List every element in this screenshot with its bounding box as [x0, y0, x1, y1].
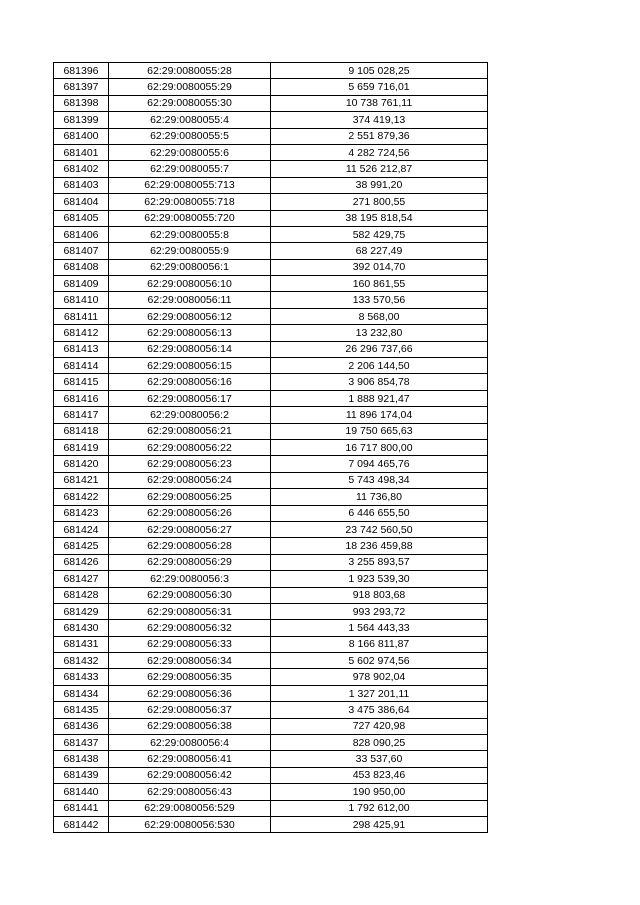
row-number-cell: 681401: [54, 144, 109, 160]
table-row: [54, 620, 488, 636]
table-row: [54, 128, 488, 144]
table-row: [54, 735, 488, 751]
table-row: [54, 63, 488, 79]
cadastral-number-cell: 62:29:0080056:23: [109, 456, 271, 472]
row-number-cell: 681410: [54, 292, 109, 308]
cadastral-value-cell: 6 446 655,50: [271, 505, 488, 521]
row-number-cell: 681434: [54, 685, 109, 701]
table-row: [54, 472, 488, 488]
cadastral-value-cell: 5 659 716,01: [271, 79, 488, 95]
table-row: [54, 505, 488, 521]
cadastral-value-cell: 68 227,49: [271, 243, 488, 259]
cadastral-number-cell: 62:29:0080055:6: [109, 144, 271, 160]
row-number-cell: 681408: [54, 259, 109, 275]
cadastral-number-cell: 62:29:0080056:42: [109, 767, 271, 783]
row-number-cell: 681420: [54, 456, 109, 472]
row-number-cell: 681442: [54, 816, 109, 832]
table-row: [54, 718, 488, 734]
cadastral-value-cell: 16 717 800,00: [271, 439, 488, 455]
cadastral-number-cell: 62:29:0080056:36: [109, 685, 271, 701]
cadastral-value-cell: 38 991,20: [271, 177, 488, 193]
table-row: [54, 358, 488, 374]
cadastral-value-cell: 993 293,72: [271, 603, 488, 619]
row-number-cell: 681406: [54, 226, 109, 242]
cadastral-value-cell: 3 255 893,57: [271, 554, 488, 570]
row-number-cell: 681441: [54, 800, 109, 816]
row-number-cell: 681398: [54, 95, 109, 111]
row-number-cell: 681440: [54, 784, 109, 800]
cadastral-number-cell: 62:29:0080056:13: [109, 325, 271, 341]
table-row: [54, 669, 488, 685]
table-row: [54, 144, 488, 160]
cadastral-value-cell: 9 105 028,25: [271, 63, 488, 79]
cadastral-number-cell: 62:29:0080056:26: [109, 505, 271, 521]
cadastral-value-cell: 918 803,68: [271, 587, 488, 603]
cadastral-value-cell: 1 923 539,30: [271, 571, 488, 587]
cadastral-number-cell: 62:29:0080056:12: [109, 308, 271, 324]
cadastral-number-cell: 62:29:0080056:15: [109, 358, 271, 374]
row-number-cell: 681423: [54, 505, 109, 521]
cadastral-number-cell: 62:29:0080056:21: [109, 423, 271, 439]
row-number-cell: 681431: [54, 636, 109, 652]
cadastral-number-cell: 62:29:0080056:2: [109, 407, 271, 423]
row-number-cell: 681429: [54, 603, 109, 619]
cadastral-number-cell: 62:29:0080056:29: [109, 554, 271, 570]
cadastral-value-cell: 3 906 854,78: [271, 374, 488, 390]
row-number-cell: 681404: [54, 194, 109, 210]
table-row: [54, 79, 488, 95]
cadastral-number-cell: 62:29:0080056:38: [109, 718, 271, 734]
cadastral-number-cell: 62:29:0080056:33: [109, 636, 271, 652]
cadastral-number-cell: 62:29:0080056:529: [109, 800, 271, 816]
cadastral-number-cell: 62:29:0080056:16: [109, 374, 271, 390]
table-row: [54, 374, 488, 390]
cadastral-value-cell: 19 750 665,63: [271, 423, 488, 439]
table-row: [54, 751, 488, 767]
cadastral-value-cell: 978 902,04: [271, 669, 488, 685]
cadastral-value-cell: 133 570,56: [271, 292, 488, 308]
row-number-cell: 681402: [54, 161, 109, 177]
table-row: [54, 784, 488, 800]
cadastral-number-cell: 62:29:0080055:30: [109, 95, 271, 111]
cadastral-number-cell: 62:29:0080056:35: [109, 669, 271, 685]
cadastral-number-cell: 62:29:0080055:7: [109, 161, 271, 177]
cadastral-number-cell: 62:29:0080056:43: [109, 784, 271, 800]
row-number-cell: 681413: [54, 341, 109, 357]
row-number-cell: 681436: [54, 718, 109, 734]
cadastral-number-cell: 62:29:0080056:30: [109, 587, 271, 603]
cadastral-number-cell: 62:29:0080056:530: [109, 816, 271, 832]
row-number-cell: 681425: [54, 538, 109, 554]
table-row: [54, 292, 488, 308]
table-row: [54, 341, 488, 357]
cadastral-value-cell: 453 823,46: [271, 767, 488, 783]
cadastral-value-cell: 271 800,55: [271, 194, 488, 210]
table-row: [54, 603, 488, 619]
cadastral-number-cell: 62:29:0080055:29: [109, 79, 271, 95]
table-row: [54, 325, 488, 341]
cadastral-value-cell: 1 792 612,00: [271, 800, 488, 816]
cadastral-value-cell: 582 429,75: [271, 226, 488, 242]
row-number-cell: 681400: [54, 128, 109, 144]
table-row: [54, 702, 488, 718]
cadastral-value-cell: 8 568,00: [271, 308, 488, 324]
table-body: [54, 63, 488, 833]
cadastral-value-cell: 160 861,55: [271, 276, 488, 292]
row-number-cell: 681435: [54, 702, 109, 718]
row-number-cell: 681407: [54, 243, 109, 259]
cadastral-number-cell: 62:29:0080056:37: [109, 702, 271, 718]
row-number-cell: 681409: [54, 276, 109, 292]
cadastral-number-cell: 62:29:0080056:4: [109, 735, 271, 751]
table-row: [54, 95, 488, 111]
table-row: [54, 636, 488, 652]
table-row: [54, 571, 488, 587]
cadastral-value-cell: 3 475 386,64: [271, 702, 488, 718]
cadastral-value-cell: 5 743 498,34: [271, 472, 488, 488]
cadastral-value-cell: 727 420,98: [271, 718, 488, 734]
row-number-cell: 681411: [54, 308, 109, 324]
row-number-cell: 681437: [54, 735, 109, 751]
row-number-cell: 681416: [54, 390, 109, 406]
row-number-cell: 681399: [54, 112, 109, 128]
table-row: [54, 456, 488, 472]
cadastral-value-cell: 8 166 811,87: [271, 636, 488, 652]
cadastral-number-cell: 62:29:0080055:5: [109, 128, 271, 144]
table-row: [54, 554, 488, 570]
cadastral-value-cell: 13 232,80: [271, 325, 488, 341]
cadastral-number-cell: 62:29:0080055:9: [109, 243, 271, 259]
row-number-cell: 681403: [54, 177, 109, 193]
cadastral-number-cell: 62:29:0080056:32: [109, 620, 271, 636]
cadastral-number-cell: 62:29:0080056:22: [109, 439, 271, 455]
cadastral-value-cell: 11 736,80: [271, 489, 488, 505]
row-number-cell: 681414: [54, 358, 109, 374]
cadastral-value-cell: 11 526 212,87: [271, 161, 488, 177]
cadastral-value-cell: 18 236 459,88: [271, 538, 488, 554]
cadastral-value-cell: 392 014,70: [271, 259, 488, 275]
row-number-cell: 681438: [54, 751, 109, 767]
table-row: [54, 390, 488, 406]
row-number-cell: 681422: [54, 489, 109, 505]
row-number-cell: 681421: [54, 472, 109, 488]
row-number-cell: 681430: [54, 620, 109, 636]
table-row: [54, 685, 488, 701]
cadastral-value-cell: 2 206 144,50: [271, 358, 488, 374]
cadastral-value-cell: 5 602 974,56: [271, 653, 488, 669]
table-row: [54, 210, 488, 226]
cadastral-number-cell: 62:29:0080056:14: [109, 341, 271, 357]
cadastral-number-cell: 62:29:0080056:10: [109, 276, 271, 292]
row-number-cell: 681418: [54, 423, 109, 439]
row-number-cell: 681427: [54, 571, 109, 587]
cadastral-value-cell: 23 742 560,50: [271, 521, 488, 537]
cadastral-number-cell: 62:29:0080056:11: [109, 292, 271, 308]
table-row: [54, 177, 488, 193]
table-row: [54, 194, 488, 210]
cadastral-number-cell: 62:29:0080056:28: [109, 538, 271, 554]
cadastral-value-cell: 298 425,91: [271, 816, 488, 832]
cadastral-number-cell: 62:29:0080056:1: [109, 259, 271, 275]
table-row: [54, 538, 488, 554]
cadastral-number-cell: 62:29:0080055:28: [109, 63, 271, 79]
row-number-cell: 681412: [54, 325, 109, 341]
row-number-cell: 681405: [54, 210, 109, 226]
row-number-cell: 681415: [54, 374, 109, 390]
table-row: [54, 407, 488, 423]
table-row: [54, 161, 488, 177]
cadastral-value-cell: 10 738 761,11: [271, 95, 488, 111]
cadastral-value-cell: 26 296 737,66: [271, 341, 488, 357]
row-number-cell: 681396: [54, 63, 109, 79]
cadastral-value-cell: 190 950,00: [271, 784, 488, 800]
row-number-cell: 681428: [54, 587, 109, 603]
cadastral-number-cell: 62:29:0080056:24: [109, 472, 271, 488]
cadastral-number-cell: 62:29:0080056:25: [109, 489, 271, 505]
table-row: [54, 423, 488, 439]
table-row: [54, 226, 488, 242]
row-number-cell: 681426: [54, 554, 109, 570]
table-row: [54, 587, 488, 603]
row-number-cell: 681439: [54, 767, 109, 783]
cadastral-number-cell: 62:29:0080055:8: [109, 226, 271, 242]
cadastral-number-cell: 62:29:0080055:720: [109, 210, 271, 226]
cadastral-value-cell: 1 327 201,11: [271, 685, 488, 701]
cadastral-value-cell: 374 419,13: [271, 112, 488, 128]
cadastral-number-cell: 62:29:0080055:718: [109, 194, 271, 210]
table-row: [54, 439, 488, 455]
cadastral-number-cell: 62:29:0080056:17: [109, 390, 271, 406]
cadastral-number-cell: 62:29:0080056:27: [109, 521, 271, 537]
row-number-cell: 681397: [54, 79, 109, 95]
table-row: [54, 767, 488, 783]
cadastral-value-cell: 4 282 724,56: [271, 144, 488, 160]
table-row: [54, 243, 488, 259]
row-number-cell: 681424: [54, 521, 109, 537]
cadastral-value-cell: 1 564 443,33: [271, 620, 488, 636]
cadastral-value-cell: 828 090,25: [271, 735, 488, 751]
cadastral-value-cell: 1 888 921,47: [271, 390, 488, 406]
cadastral-value-cell: 7 094 465,76: [271, 456, 488, 472]
row-number-cell: 681417: [54, 407, 109, 423]
row-number-cell: 681419: [54, 439, 109, 455]
cadastral-value-cell: 33 537,60: [271, 751, 488, 767]
row-number-cell: 681433: [54, 669, 109, 685]
table-row: [54, 489, 488, 505]
row-number-cell: 681432: [54, 653, 109, 669]
table-row: [54, 521, 488, 537]
cadastral-number-cell: 62:29:0080055:4: [109, 112, 271, 128]
table-row: [54, 259, 488, 275]
table-row: [54, 112, 488, 128]
table-row: [54, 276, 488, 292]
cadastral-number-cell: 62:29:0080056:41: [109, 751, 271, 767]
cadastral-number-cell: 62:29:0080055:713: [109, 177, 271, 193]
cadastral-value-cell: 38 195 818,54: [271, 210, 488, 226]
cadastral-number-cell: 62:29:0080056:3: [109, 571, 271, 587]
cadastral-value-table: [53, 62, 488, 833]
cadastral-value-cell: 2 551 879,36: [271, 128, 488, 144]
table-row: [54, 308, 488, 324]
table-row: [54, 800, 488, 816]
cadastral-value-cell: 11 896 174,04: [271, 407, 488, 423]
cadastral-number-cell: 62:29:0080056:34: [109, 653, 271, 669]
table-row: [54, 816, 488, 832]
cadastral-number-cell: 62:29:0080056:31: [109, 603, 271, 619]
table-row: [54, 653, 488, 669]
